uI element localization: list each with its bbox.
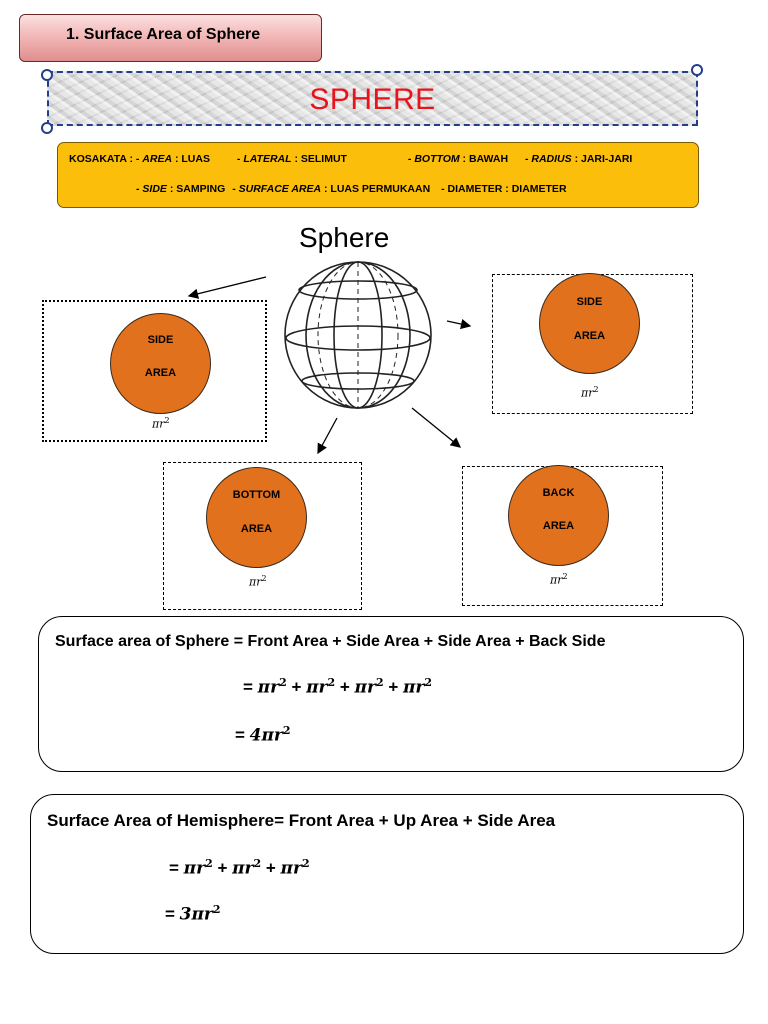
sphere-formula-title: Surface area of Sphere = Front Area + Side Area + Side Area + Back Side (55, 633, 606, 650)
hemisphere-formula-box (30, 794, 744, 954)
vocab-meaning: : SELIMUT (291, 153, 347, 165)
vocab-term: BOTTOM (414, 153, 460, 165)
hemisphere-formula-line2: = $3\pi r^2$ (165, 903, 221, 925)
area-formula: $\pi r^2$ (152, 416, 170, 431)
vocab-term: DIAMETER (447, 183, 503, 195)
banner-title: SPHERE (309, 83, 436, 116)
vocab-term: RADIUS (531, 153, 572, 165)
arrow-down-right (412, 408, 460, 447)
area-formula: $\pi r^2$ (581, 385, 599, 400)
back-area-circle (508, 465, 609, 566)
vocab-meaning: : DIAMETER (502, 183, 567, 195)
vocab-meaning: : SAMPING (166, 183, 226, 195)
vocab-meaning: : LUAS (172, 153, 210, 165)
arrow-down-left (318, 418, 337, 453)
sphere-formula-line1: = $\pi r^2 + \pi r^2 + \pi r^2 + \pi r^2$ (243, 676, 433, 698)
sphere-formula-line2: = $4\pi r^2$ (235, 724, 291, 746)
arrow-left (189, 277, 266, 296)
diagram-heading: Sphere (299, 222, 390, 253)
vocab-term: SIDE (142, 183, 167, 195)
vocab-meaning: : JARI-JARI (571, 153, 633, 165)
vocab-term: LATERAL (243, 153, 292, 165)
vocab-row-1: KOSAKATA : - AREA : LUAS - LATERAL : SELIMUT - BOTTOM : BAWAH - RADIUS : JARI-JARI (69, 153, 633, 165)
bottom-area-circle (206, 467, 307, 568)
circle-label: AREA (240, 523, 273, 535)
area-formula: $\pi r^2$ (550, 572, 568, 587)
circle-label: BACK (542, 487, 575, 499)
vocab-meaning: : BAWAH (459, 153, 509, 165)
vocab-lead: KOSAKATA : - (69, 153, 143, 165)
vocab-term: SURFACE AREA (238, 183, 322, 195)
arrow-right (447, 321, 470, 326)
circle-label: BOTTOM (232, 489, 281, 501)
area-formula: $\pi r^2$ (249, 574, 267, 589)
vocab-row-2: - SIDE : SAMPING - SURFACE AREA : LUAS PERMUKAAN - DIAMETER : DIAMETER (136, 183, 567, 195)
circle-label: AREA (144, 367, 177, 379)
circle-label: SIDE (147, 334, 174, 346)
sphere-formula-box (38, 616, 744, 772)
hemisphere-formula-title: Surface Area of Hemisphere= Front Area + Up Area + Side Area (47, 811, 556, 830)
vocab-meaning: : LUAS PERMUKAAN (321, 183, 431, 195)
vocab-term: AREA (142, 153, 173, 165)
circle-label: SIDE (576, 296, 603, 308)
section-tab: 1. Surface Area of Sphere (19, 14, 322, 62)
hemisphere-formula-line1: = $\pi r^2 + \pi r^2 + \pi r^2$ (169, 857, 310, 879)
sphere-wireframe-icon (285, 262, 431, 408)
side-area-circle (110, 313, 211, 414)
circle-label: AREA (542, 520, 575, 532)
side-area-circle (539, 273, 640, 374)
circle-label: AREA (573, 330, 606, 342)
